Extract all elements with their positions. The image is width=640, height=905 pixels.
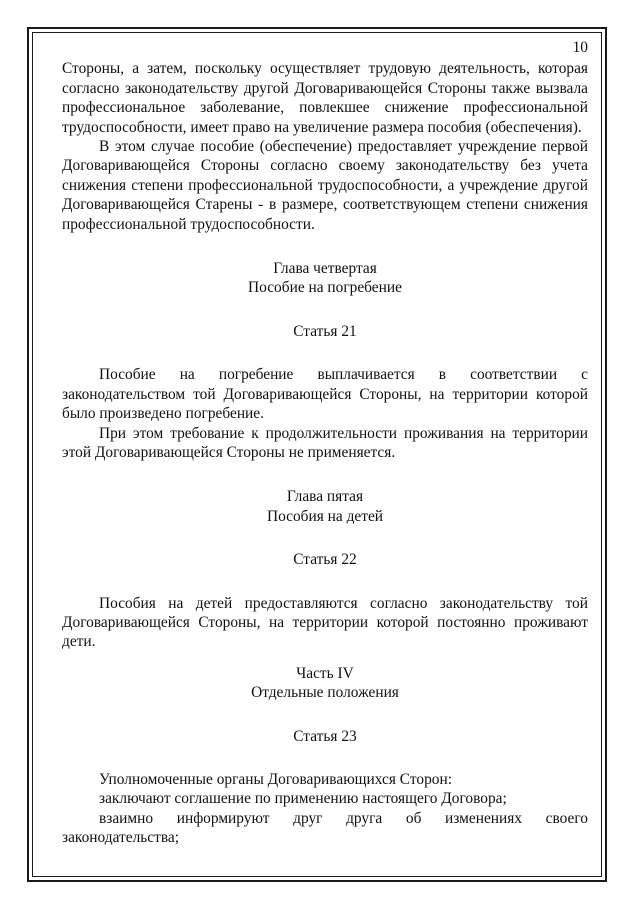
paragraph-benefit-institution: В этом случае пособие (обеспечение) предоставляет учреждение первой Договаривающейся Стороны согласно своему законодательству без учета снижения степени профессиональной трудоспособности, а учреждение другой Договаривающейся Старены - в размере, соответствующем степени снижения профессиональной трудоспособности. bbox=[62, 138, 588, 233]
document-page bbox=[62, 38, 588, 848]
part-4-title: Часть IV bbox=[296, 664, 354, 682]
article-21-title: Статья 21 bbox=[293, 322, 357, 340]
page-number: 10 bbox=[572, 39, 588, 56]
chapter-5-subtitle: Пособия на детей bbox=[266, 507, 384, 525]
article-21-paragraph-2: При этом требование к продолжительности проживания на территории этой Договаривающейся Стороны не применяется. bbox=[62, 424, 588, 461]
paragraph-continuation: Стороны, а затем, поскольку осуществляет трудовую деятельность, которая согласно законодательству другой Договаривающейся Стороны также вызвала профессиональное заболевание, повлекшее снижение профессиональной трудоспособности, имеет право на увеличение размера пособия (обеспечения). bbox=[62, 60, 588, 136]
article-23-title: Статья 23 bbox=[293, 727, 357, 745]
article-23-paragraph-1: Уполномоченные органы Договаривающихся Сторон: bbox=[99, 770, 452, 788]
chapter-5-title: Глава пятая bbox=[286, 488, 364, 506]
chapter-4-title: Глава четвертая bbox=[273, 260, 377, 278]
article-22-paragraph-1: Пособия на детей предоставляются согласно законодательству той Договаривающейся Стороны, на территории которой постоянно проживают дети. bbox=[62, 594, 588, 651]
chapter-4-subtitle: Пособие на погребение bbox=[248, 279, 402, 297]
part-4-subtitle: Отдельные положения bbox=[251, 684, 399, 702]
article-23-paragraph-2: заключают соглашение по применению настоящего Договора; bbox=[99, 790, 507, 808]
article-23-paragraph-3: взаимно информируют друг друга об изменениях своего законодательства; bbox=[62, 809, 588, 847]
article-21-paragraph-1: Пособие на погребение выплачивается в соответствии с законодательством той Договаривающейся Стороны, на территории которой было произведено погребение. bbox=[62, 366, 588, 423]
article-22-title: Статья 22 bbox=[293, 551, 357, 569]
